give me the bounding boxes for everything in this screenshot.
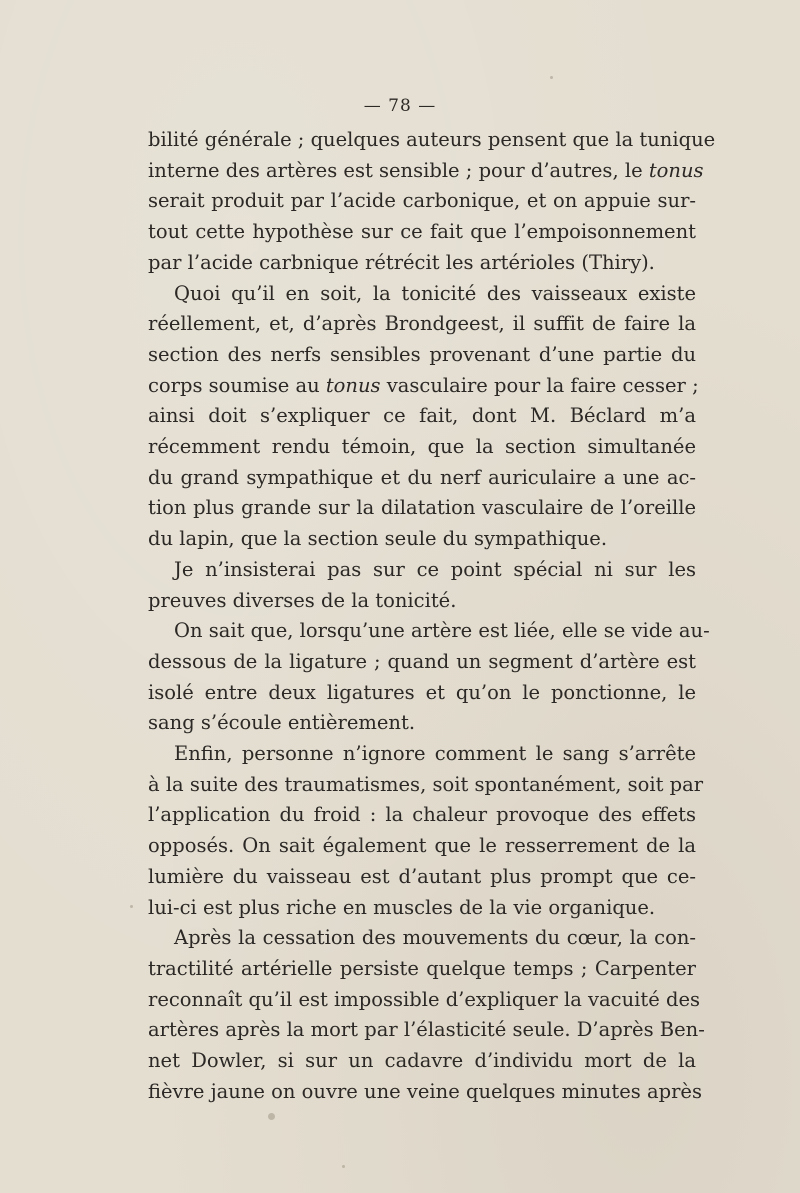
text-segment: interne des artères est sensible ; pour d’autres, le (148, 158, 649, 182)
text-line (148, 401, 696, 432)
text-segment: reconnaît qu’il est impossible d’expliquer la vacuité des (148, 987, 700, 1011)
text-line (148, 647, 696, 678)
text-segment: du lapin, que la section seule du sympathique. (148, 527, 608, 551)
text-line (148, 217, 696, 248)
text-segment: net Dowler, si sur un cadavre d’individu mort de la (148, 1049, 696, 1073)
text-segment: tion plus grande sur la dilatation vasculaire de l’oreille (148, 496, 696, 520)
text-segment: tractilité artérielle persiste quelque temps ; Carpenter (148, 956, 696, 980)
text-line (148, 1077, 702, 1108)
italic-word: tonus (325, 373, 381, 397)
text-segment: dessous de la ligature ; quand un segment d’artère est (148, 649, 696, 673)
text-segment: corps soumise au (148, 373, 326, 397)
text-line (148, 831, 696, 862)
text-segment: On sait que, lorsqu’une artère est liée, elle se vide au- (174, 619, 710, 643)
text-segment: vasculaire pour la faire cesser ; (380, 373, 699, 397)
text-line (148, 432, 696, 463)
text-segment: l’application du froid : la chaleur provoque des effets (148, 803, 696, 827)
page-number: — 78 — (363, 96, 437, 116)
text-line (148, 1046, 696, 1077)
text-segment: à la suite des traumatismes, soit spontanément, soit par (148, 772, 704, 796)
text-line (148, 586, 696, 617)
text-segment: section des nerfs sensibles provenant d’une partie du (148, 342, 696, 366)
text-segment: ainsi doit s’expliquer ce fait, dont M. Béclard m’a (148, 404, 696, 428)
text-segment: serait produit par l’acide carbonique, et on appuie sur- (148, 189, 696, 213)
paper-speck (130, 905, 133, 908)
text-line (148, 309, 696, 340)
text-segment: sang s’écoule entièrement. (148, 711, 416, 735)
text-line (148, 954, 696, 985)
text-segment: lumière du vaisseau est d’autant plus prompt que ce- (148, 864, 696, 888)
text-segment: bilité générale ; quelques auteurs pensent que la tunique (148, 128, 716, 151)
text-line (148, 1015, 705, 1046)
text-line (148, 524, 696, 555)
text-line (148, 463, 696, 494)
text-segment: Enfin, personne n’ignore comment le sang s’arrête (174, 742, 696, 766)
text-segment: par l’acide carbnique rétrécit les artérioles (Thiry). (148, 250, 655, 274)
text-segment: récemment rendu témoin, que la section simultanée (148, 435, 696, 459)
text-segment: isolé entre deux ligatures et qu’on le ponctionne, le (148, 680, 696, 704)
text-segment: artères après la mort par l’élasticité seule. D’après Ben- (148, 1018, 705, 1042)
text-segment: du grand sympathique et du nerf auriculaire a une ac- (148, 465, 696, 489)
text-segment: Après la cessation des mouvements du cœur, la con- (174, 926, 696, 950)
text-line (148, 493, 696, 524)
text-line (148, 156, 704, 187)
body-text (148, 125, 716, 1108)
text-line (148, 739, 696, 770)
text-segment: Je n’insisterai pas sur ce point spécial ni sur les (174, 557, 696, 581)
text-line (148, 923, 696, 954)
text-line (148, 279, 696, 310)
text-line (148, 616, 710, 647)
text-line (148, 708, 696, 739)
text-line (148, 340, 696, 371)
paper-speck (268, 1113, 275, 1120)
text-line (148, 770, 704, 801)
text-segment: réellement, et, d’après Brondgeest, il suffit de faire la (148, 312, 696, 336)
text-segment: fièvre jaune on ouvre une veine quelques minutes après (148, 1079, 702, 1103)
text-line (148, 555, 696, 586)
text-line (148, 862, 696, 893)
text-line (148, 371, 699, 402)
text-segment: Quoi qu’il en soit, la tonicité des vaisseaux existe (174, 281, 696, 305)
text-segment: lui-ci est plus riche en muscles de la vie organique. (148, 895, 656, 919)
paper-speck (342, 1165, 345, 1168)
paper-speck (550, 76, 553, 79)
text-line (148, 985, 700, 1016)
text-line (148, 678, 696, 709)
text-line (148, 248, 696, 279)
italic-word: tonus (648, 158, 704, 182)
text-line (148, 125, 716, 156)
text-line (148, 893, 696, 924)
text-segment: preuves diverses de la tonicité. (148, 588, 457, 612)
text-line (148, 800, 696, 831)
text-segment: tout cette hypothèse sur ce fait que l’empoisonnement (148, 220, 696, 244)
text-line (148, 186, 696, 217)
text-segment: opposés. On sait également que le resserrement de la (148, 834, 696, 858)
